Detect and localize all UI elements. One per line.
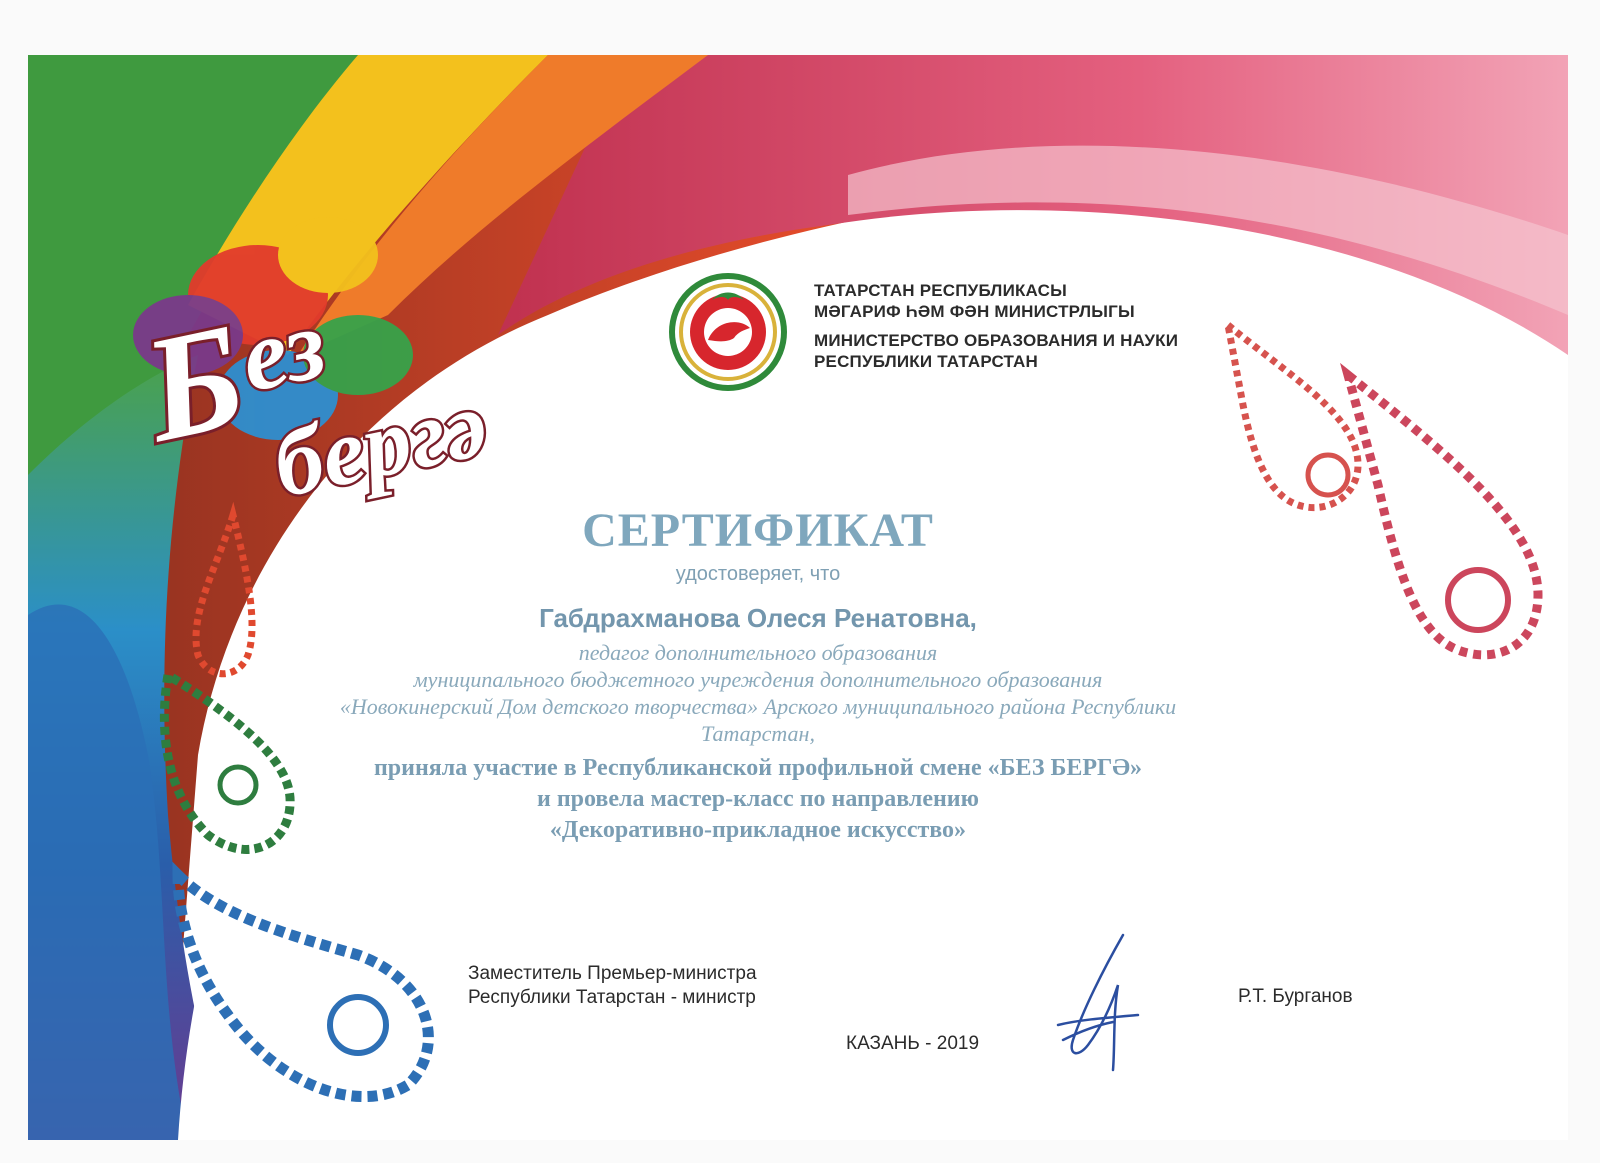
place-and-year: КАЗАНЬ - 2019 xyxy=(846,1033,980,1054)
achievement-text xyxy=(318,753,1198,846)
ministry-russian-line1: МИНИСТЕРСТВО ОБРАЗОВАНИЯ И НАУКИ xyxy=(814,331,1179,350)
signatory-role-line1: Заместитель Премьер-министра xyxy=(468,963,757,984)
achievement-line: и провела мастер-класс по направлению xyxy=(537,786,979,812)
certificate-sheet xyxy=(28,55,1568,1140)
recipient-position xyxy=(318,639,1198,747)
handwritten-signature xyxy=(1043,930,1153,1080)
ministry-tatar-line1: ТАТАРСТАН РЕСПУБЛИКАСЫ xyxy=(814,281,1067,300)
position-line: педагог дополнительного образования xyxy=(578,640,938,665)
signatory-name: Р.Т. Бурганов xyxy=(1238,986,1353,1007)
ministry-russian-line2: РЕСПУБЛИКИ ТАТАРСТАН xyxy=(814,352,1038,371)
recipient-name: Габдрахманова Олеся Ренатовна, xyxy=(539,603,977,633)
tatarstan-emblem-icon xyxy=(668,270,788,400)
position-line: Татарстан, xyxy=(701,721,815,746)
achievement-line: приняла участие в Республиканской профильной смене «БЕЗ БЕРГӘ» xyxy=(373,755,1143,781)
certificate-body xyxy=(318,503,1198,846)
signatory-role xyxy=(468,962,757,1010)
position-line: «Новокинерский Дом детского творчества» Арского муниципального района Республики xyxy=(339,694,1177,719)
bez-berge-logo xyxy=(128,205,588,545)
svg-text:бергә: бергә xyxy=(264,369,497,518)
certifies-text: удостоверяет, что xyxy=(675,563,841,585)
ministry-tatar-line2: МӘГАРИФ ҺӘМ ФӘН МИНИСТРЛЫГЫ xyxy=(814,302,1135,321)
svg-text:Б: Б xyxy=(130,291,259,475)
svg-text:ез: ез xyxy=(231,287,335,414)
certificate-title: СЕРТИФИКАТ xyxy=(582,504,934,557)
position-line: муниципального бюджетного учреждения дополнительного образования xyxy=(413,667,1103,692)
ministry-header xyxy=(668,270,1228,410)
signatory-role-line2: Республики Татарстан - министр xyxy=(468,987,756,1008)
achievement-line: «Декоративно-прикладное искусство» xyxy=(549,817,967,843)
